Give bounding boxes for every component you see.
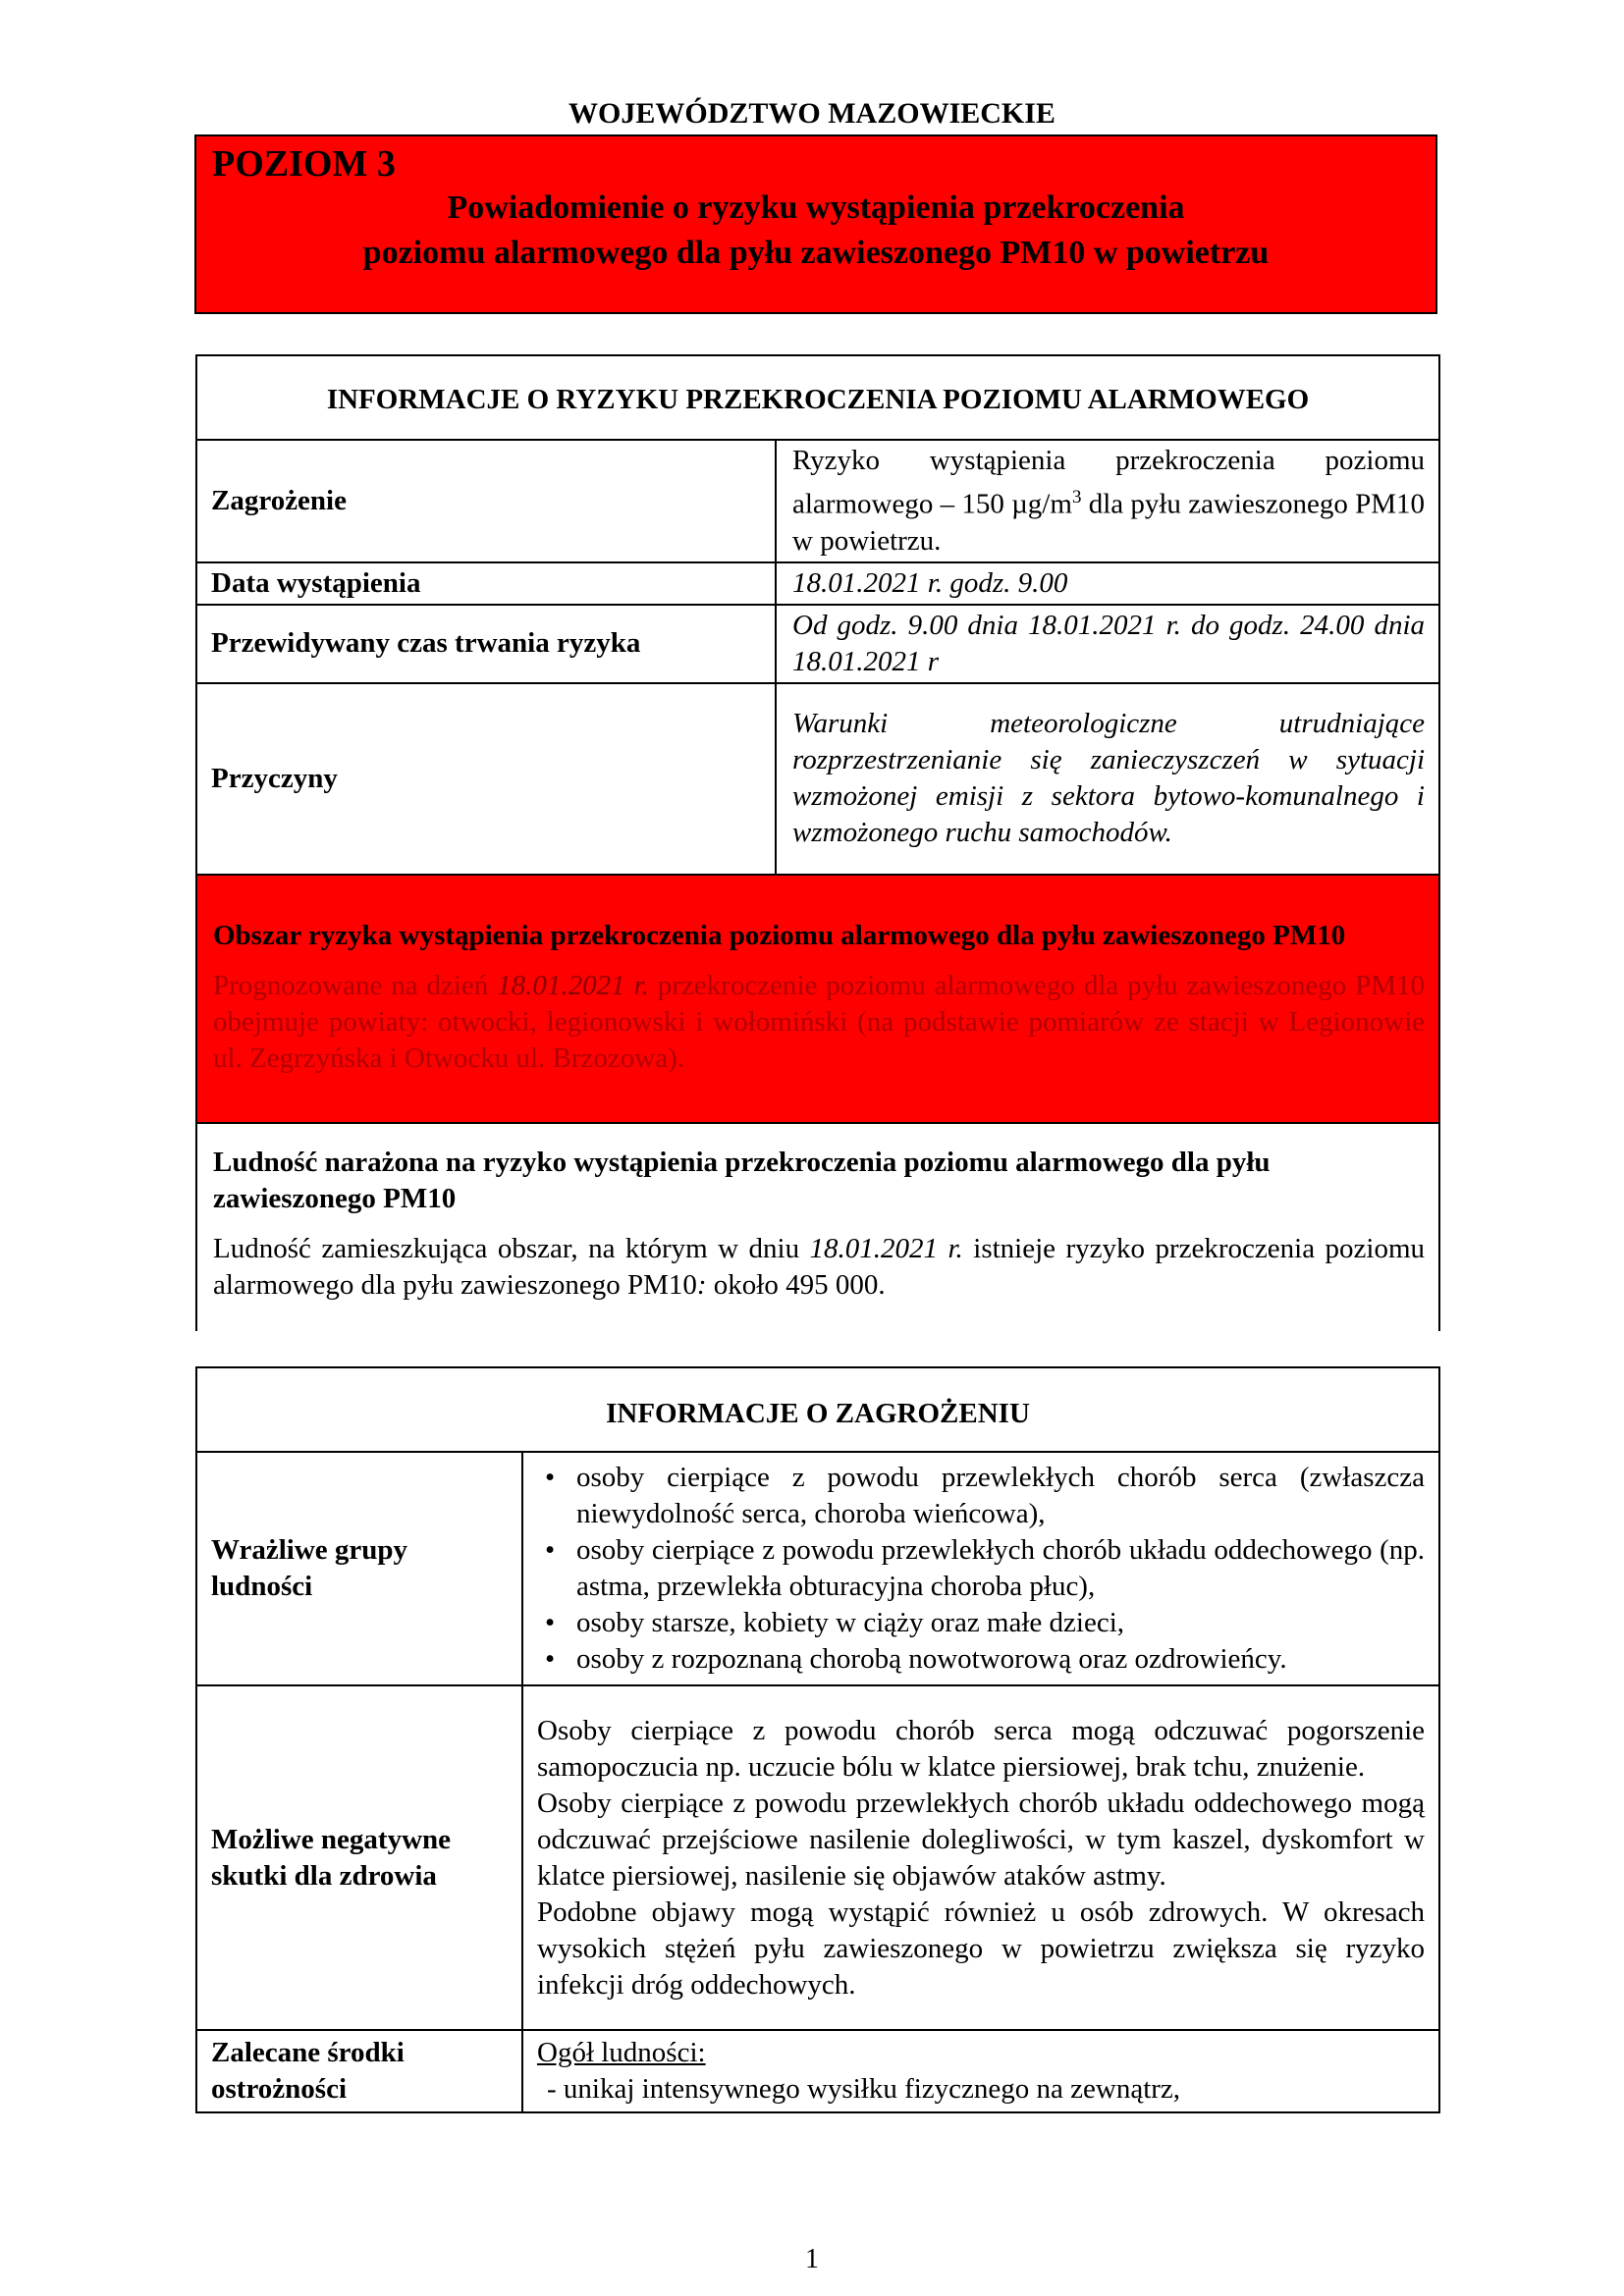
duration-value: Od godz. 9.00 dnia 18.01.2021 r. do godz. 24.00 dnia 18.01.2021 r [776,605,1439,683]
threat-info-table [195,1366,1440,2113]
risk-info-table [195,354,1440,1331]
population-title: Ludność narażona na ryzyko wystąpienia przekroczenia poziomu alarmowego dla pyłu zawieszonego PM10 [213,1147,1271,1215]
date-value: 18.01.2021 r. godz. 9.00 [776,562,1439,605]
precautions-value [522,2030,1439,2112]
list-item: • osoby cierpiące z powodu przewlekłych chorób serca (zwłaszcza niewydolność serca, choroba wieńcowa), [576,1460,1425,1532]
threat-label: Zagrożenie [196,440,776,562]
threat-info-header: INFORMACJE O ZAGROŻENIU [196,1367,1439,1452]
sensitive-groups-list [537,1460,1425,1678]
threat-value: Ryzyko wystąpienia przekroczenia poziomu alarmowego – 150 $\mu g/m^3$ dla pyłu zawieszonego PM10 w powietrzu. [776,440,1439,562]
alert-level: POZIOM 3 [212,143,396,185]
health-effect-paragraph: Osoby cierpiące z powodu chorób serca mogą odczuwać pogorszenie samopoczucia np. uczucie bólu w klatce piersiowej, brak tchu, znużenie. [537,1714,1425,1783]
population-section [196,1123,1439,1331]
list-item: • osoby cierpiące z powodu przewlekłych chorób układu oddechowego (np. astma, przewlekła obturacyjna choroba płuc), [576,1532,1425,1605]
risk-area-title: Obszar ryzyka wystąpienia przekroczenia poziomu alarmowego dla pyłu zawieszonego PM10 [213,920,1346,952]
alert-title [196,186,1435,276]
region-title: WOJEWÓDZTWO MAZOWIECKIE [568,97,1056,130]
sensitive-groups-value [522,1452,1439,1685]
precaution-item: - unikaj intensywnego wysiłku fizycznego na zewnątrz, [547,2073,1181,2105]
precautions-label: Zalecane środki ostrożności [196,2030,522,2112]
risk-info-header: INFORMACJE O RYZYKU PRZEKROCZENIA POZIOMU ALARMOWEGO [196,355,1439,440]
risk-area-text: Prognozowane na dzień 18.01.2021 r. przekroczenie poziomu alarmowego dla pyłu zawieszonego PM10 obejmuje powiaty: otwocki, legionowski i wołomiński (na podstawie pomiarów ze stacji w Legionowie ul. Zegrzyńska i Otwocku ul. Brzozowa). [213,970,1425,1075]
risk-area-section [196,875,1439,1123]
page-number: 1 [805,2244,819,2274]
causes-value: Warunki meteorologiczne utrudniające rozprzestrzenianie się zanieczyszczeń w sytuacji wzmożonej emisji z sektora bytowo-komunalnego i wzmożonego ruchu samochodów. [776,683,1439,875]
list-item: • osoby starsze, kobiety w ciąży oraz małe dzieci, [576,1605,1425,1641]
health-effect-paragraph: Podobne objawy mogą wystąpić również u osób zdrowych. W okresach wysokich stężeń pyłu zawieszonego w powietrzu zwiększa się ryzyko infekcji dróg oddechowych. [537,1896,1425,2001]
date-label: Data wystąpienia [196,562,776,605]
duration-label: Przewidywany czas trwania ryzyka [196,605,776,683]
sensitive-groups-label: Wrażliwe grupy ludności [196,1452,522,1685]
alert-title-line-1: Powiadomienie o ryzyku wystąpienia przekroczenia [447,189,1185,226]
precautions-heading: Ogół ludności: [537,2037,706,2068]
population-date: 18.01.2021 r. [809,1233,963,1265]
health-effect-paragraph: Osoby cierpiące z powodu przewlekłych chorób układu oddechowego mogą odczuwać przejściowe nasilenie dolegliwości, w tym kaszel, dyskomfort w klatce piersiowej, nasilenie się objawów ataków astmy. [537,1787,1425,1892]
health-effects-label: Możliwe negatywne skutki dla zdrowia [196,1685,522,2030]
causes-label: Przyczyny [196,683,776,875]
unit-superscript: 3 [1071,487,1082,507]
alert-title-line-2: poziomu alarmowego dla pyłu zawieszonego PM10 w powietrzu [362,235,1270,271]
alert-banner [194,134,1437,314]
risk-area-date: 18.01.2021 r. [497,970,649,1002]
list-item: • osoby z rozpoznaną chorobą nowotworową oraz ozdrowieńcy. [576,1641,1425,1678]
health-effects-value [522,1685,1439,2030]
population-text: Ludność zamieszkująca obszar, na którym w dniu 18.01.2021 r. istnieje ryzyko przekroczenia poziomu alarmowego dla pyłu zawieszonego PM10: około 495 000. [213,1233,1425,1302]
